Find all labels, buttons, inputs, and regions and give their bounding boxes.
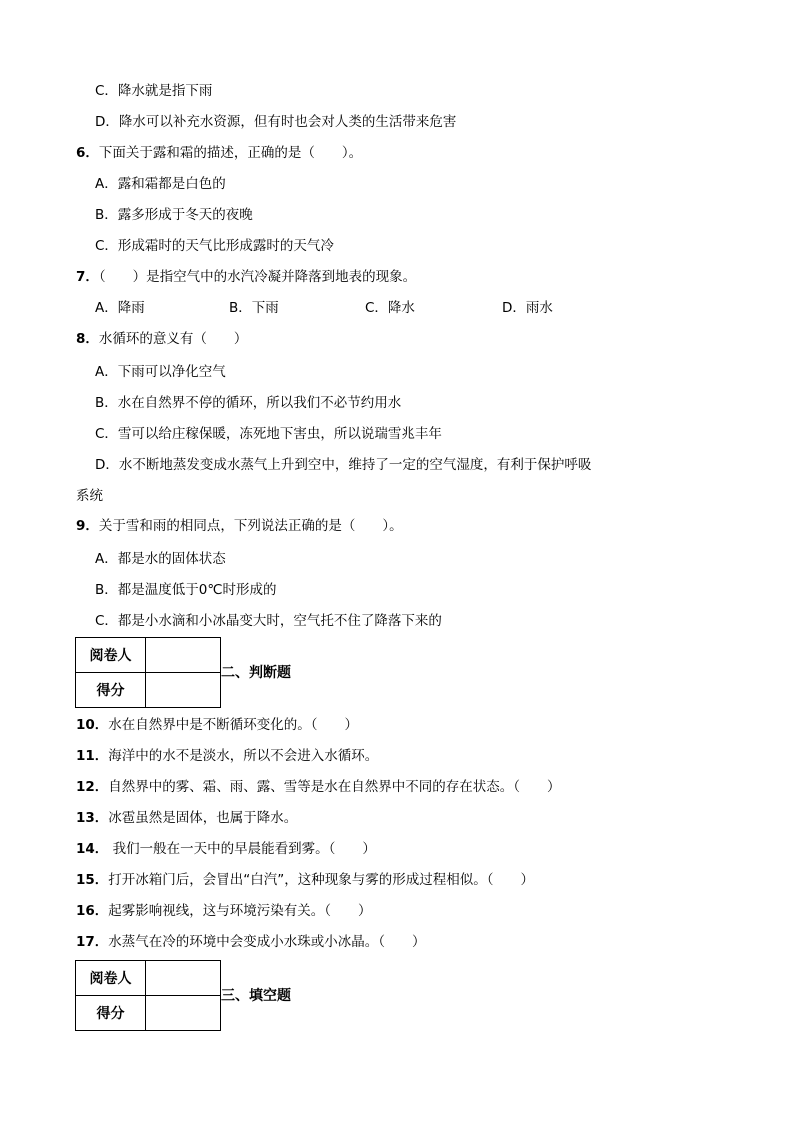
q5-option-c: C．降水就是指下雨 [95,83,213,99]
score-label: 得分 [76,673,146,708]
reviewer-field[interactable] [146,961,221,996]
q8-option-c: C．雪可以给庄稼保暖，冻死地下害虫，所以说瑞雪兆丰年 [95,426,442,442]
q9-option-c: C．都是小水滴和小冰晶变大时，空气托不住了降落下来的 [95,613,442,629]
score-box-2 [75,960,221,1031]
q9-option-a: A．都是水的固体状态 [95,551,226,567]
reviewer-field[interactable] [146,638,221,673]
q6-stem-line [76,143,362,163]
q9-stem: 关于雪和雨的相同点，下列说法正确的是（ ）。 [98,518,403,534]
score-box-1 [75,637,221,708]
judge-question: 14． 我们一般在一天中的早晨能看到雾。（ ） [76,841,376,857]
score-field[interactable] [146,673,221,708]
q8-number: 8． [76,331,99,347]
score-label: 得分 [76,996,146,1031]
q8-option-d-line1: D．水不断地蒸发变成水蒸气上升到空中，维持了一定的空气湿度，有利于保护呼吸 [95,457,592,473]
judge-question: 11．海洋中的水不是淡水，所以不会进入水循环。 [76,748,379,764]
q5-option-d: D．降水可以补充水资源，但有时也会对人类的生活带来危害 [95,114,457,130]
q9-stem-line [76,516,403,536]
q8-option-b: B．水在自然界不停的循环，所以我们不必节约用水 [95,395,402,411]
judge-question: 15．打开冰箱门后，会冒出“白汽”，这种现象与雾的形成过程相似。（ ） [76,872,535,888]
q6-number: 6． [76,145,99,161]
judge-question: 10．水在自然界中是不断循环变化的。（ ） [76,717,359,733]
q6-stem: 下面关于露和霜的描述，正确的是（ ）。 [98,145,363,161]
q7-option-c: C．降水 [365,300,415,316]
q8-stem: 水循环的意义有（ ） [98,331,248,347]
judge-question: 12．自然界中的雾、霜、雨、露、雪等是水在自然界中不同的存在状态。（ ） [76,779,561,795]
q7-stem: （ ）是指空气中的水汽冷凝并降落到地表的现象。 [98,269,417,285]
q8-stem-line [76,329,247,349]
reviewer-label: 阅卷人 [76,961,146,996]
reviewer-label: 阅卷人 [76,638,146,673]
q7-number: 7． [76,269,99,285]
q7-option-a: A．降雨 [95,300,145,316]
section-heading-fill: 三、填空题 [221,988,291,1004]
q9-number: 9． [76,518,99,534]
q6-option-b: B．露多形成于冬天的夜晚 [95,207,253,223]
q7-option-d: D．雨水 [502,300,553,316]
judge-question: 13．冰雹虽然是固体，也属于降水。 [76,810,298,826]
q9-option-b: B．都是温度低于0℃时形成的 [95,582,277,598]
q6-option-a: A．露和霜都是白色的 [95,176,226,192]
q6-option-c: C．形成霜时的天气比形成露时的天气冷 [95,238,334,254]
q8-option-a: A．下雨可以净化空气 [95,364,226,380]
judge-question: 17．水蒸气在冷的环境中会变成小水珠或小冰晶。（ ） [76,934,426,950]
section-heading-judge: 二、判断题 [221,665,291,681]
score-field[interactable] [146,996,221,1031]
judge-question: 16．起雾影响视线，这与环境污染有关。（ ） [76,903,372,919]
q7-option-b: B．下雨 [229,300,279,316]
q7-stem-line [76,267,416,287]
q8-option-d-line2: 系统 [76,488,103,504]
